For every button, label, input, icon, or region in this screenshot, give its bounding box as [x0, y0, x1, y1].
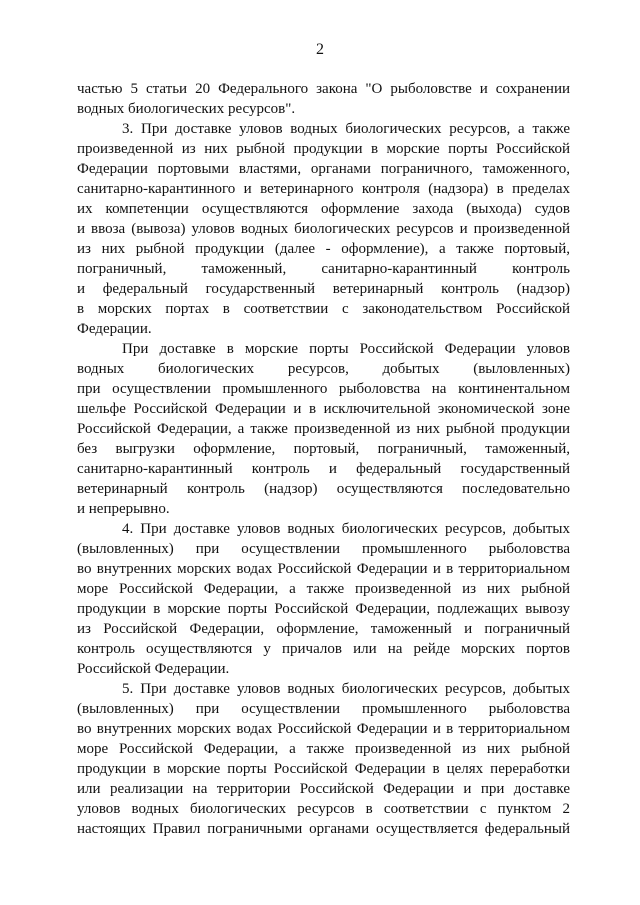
page-number: 2	[316, 41, 324, 58]
text-line: или реализации на территории Российской Федерации и при доставке	[77, 781, 570, 797]
text-line: Российской Федерации, а также произведенной из них рыбной продукции	[77, 421, 570, 437]
paragraph-item-3	[77, 119, 570, 339]
text-line: шельфе Российской Федерации и в исключительной экономической зоне	[77, 401, 570, 417]
text-line: продукции в морские порты Российской Федерации, подлежащих вывозу	[77, 601, 570, 617]
text-line: настоящих Правил пограничными органами осуществляется федеральный	[77, 821, 570, 837]
text-line: Федерации.	[77, 321, 152, 337]
text-line: море Российской Федерации, а также произведенной из них рыбной	[77, 581, 570, 597]
text-line: санитарно-карантинного и ветеринарного контроля (надзора) в пределах	[77, 181, 570, 197]
paragraph-continental-shelf	[77, 339, 570, 519]
text-line: Российской Федерации.	[77, 661, 230, 677]
text-line: во внутренних морских водах Российской Федерации и в территориальном	[77, 721, 570, 737]
text-line: без выгрузки оформление, портовый, пограничный, таможенный,	[77, 441, 570, 457]
text-line: и непрерывно.	[77, 501, 170, 517]
text-line: водных биологических ресурсов, добытых (выловленных)	[77, 361, 570, 377]
text-line: 3. При доставке уловов водных биологических ресурсов, а также	[122, 121, 570, 137]
text-line: во внутренних морских водах Российской Федерации и в территориальном	[77, 561, 570, 577]
text-line: продукции в морские порты Российской Федерации в целях переработки	[77, 761, 570, 777]
paragraph-item-4	[77, 519, 570, 679]
text-line: 4. При доставке уловов водных биологических ресурсов, добытых	[122, 521, 570, 537]
text-line: из них рыбной продукции (далее - оформление), а также портовый,	[77, 241, 570, 257]
text-line: при осуществлении промышленного рыболовства на континентальном	[77, 381, 570, 397]
text-line: произведенной из них рыбной продукции в морские порты Российской	[77, 141, 570, 157]
text-line: и федеральный государственный ветеринарный контроль (надзор)	[77, 281, 570, 297]
text-line: море Российской Федерации, а также произведенной из них рыбной	[77, 741, 570, 757]
paragraph-continuation	[77, 79, 570, 119]
text-line: их компетенции осуществляются оформление захода (выхода) судов	[77, 201, 570, 217]
text-line: в морских портах в соответствии с законодательством Российской	[77, 301, 570, 317]
text-line: При доставке в морские порты Российской Федерации уловов	[122, 341, 570, 357]
paragraph-item-5	[77, 679, 570, 839]
text-line: санитарно-карантинный контроль и федеральный государственный	[77, 461, 570, 477]
text-line: частью 5 статьи 20 Федерального закона "О рыболовстве и сохранении	[77, 81, 570, 97]
text-line: (выловленных) при осуществлении промышленного рыболовства	[77, 701, 570, 717]
text-line: водных биологических ресурсов".	[77, 101, 296, 117]
text-line: уловов водных биологических ресурсов в соответствии с пунктом 2	[77, 801, 570, 817]
text-line: пограничный, таможенный, санитарно-карантинный контроль	[77, 261, 570, 277]
text-line: (выловленных) при осуществлении промышленного рыболовства	[77, 541, 570, 557]
text-line: контроль осуществляются у причалов или на рейде морских портов	[77, 641, 570, 657]
document-body	[77, 79, 570, 839]
text-line: 5. При доставке уловов водных биологических ресурсов, добытых	[122, 681, 570, 697]
text-line: и ввоза (вывоза) уловов водных биологических ресурсов и произведенной	[77, 221, 570, 237]
text-line: из Российской Федерации, оформление, таможенный и пограничный	[77, 621, 570, 637]
text-line: ветеринарный контроль (надзор) осуществляются последовательно	[77, 481, 570, 497]
text-line: Федерации портовыми властями, органами пограничного, таможенного,	[77, 161, 570, 177]
